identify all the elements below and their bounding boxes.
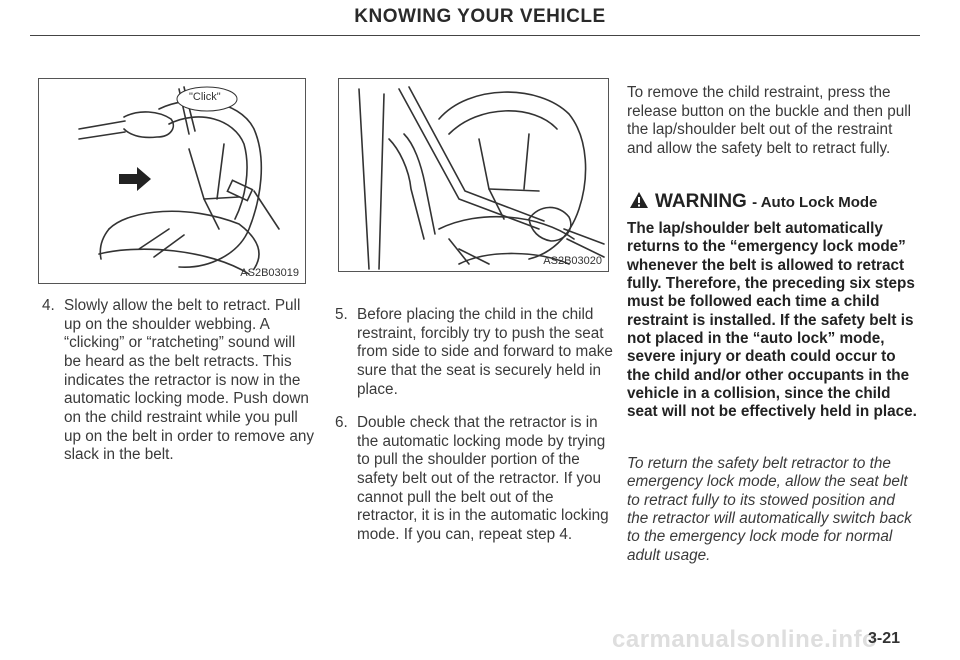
child-seat-illustration (39, 79, 305, 283)
warning-heading (629, 191, 929, 213)
figure-code: AS2B03020 (543, 255, 602, 267)
step-text: Before placing the child in the child restraint, forcibly try to push the seat from side to side and forward to make sure that the seat is securely held in place. (357, 306, 613, 398)
figure-callout: "Click" (189, 91, 221, 103)
page-title: KNOWING YOUR VEHICLE (354, 6, 606, 27)
figure-seat-push-test (338, 78, 609, 272)
remove-instructions: To remove the child restraint, press the release button on the buckle and then pull the lap/shoulder belt out of the restraint and allow the safety belt to retract fully. (627, 84, 912, 157)
step-text: Double check that the retractor is in the automatic locking mode by trying to pull the shoulder portion of the safety belt out of the retractor. If you cannot pull the belt out of the retractor, it is in the automatic locking mode. If you can, repeat step 4. (357, 414, 609, 543)
step-number: 6. (335, 414, 348, 431)
step-4 (42, 297, 314, 465)
warning-triangle-icon (629, 191, 649, 209)
warning-body: The lap/shoulder belt automatically returns to the “emergency lock mode” whenever the belt is allowed to retract fully. Therefore, the preceding six steps must be followed each time a child restraint is installed. If the safety belt is not placed in the “auto lock” mode, severe injury or death could occur to the child and/or other occupants in the vehicle in a collision, since the child seat will not be effectively held in place. (627, 220, 917, 421)
child-seat-push-illustration (339, 79, 608, 271)
header-rule (30, 35, 920, 36)
watermark: carmanualsonline.info (612, 626, 878, 653)
warning-title: WARNING (655, 191, 747, 212)
figure-code: AS2B03019 (240, 267, 299, 279)
step-6 (335, 414, 613, 545)
italic-note: To return the safety belt retractor to the emergency lock mode, allow the seat belt to retract fully to its stowed position and the retractor will automatically switch back to the emergency lock mode for normal adult usage. (627, 455, 912, 564)
step-number: 5. (335, 306, 348, 323)
warning-subtitle: - Auto Lock Mode (752, 194, 878, 211)
step-text: Slowly allow the belt to retract. Pull up on the shoulder webbing. A “clicking” or “ratcheting” sound will be heard as the belt retracts. This indicates the retractor is now in the automatic locking mode. Push down on the child restraint while you pull up on the belt in order to remove any slack in the belt. (64, 297, 315, 464)
page-number: 3-21 (868, 630, 901, 647)
step-number: 4. (42, 297, 55, 314)
figure-seat-belt-retract (38, 78, 306, 284)
step-5 (335, 306, 613, 399)
